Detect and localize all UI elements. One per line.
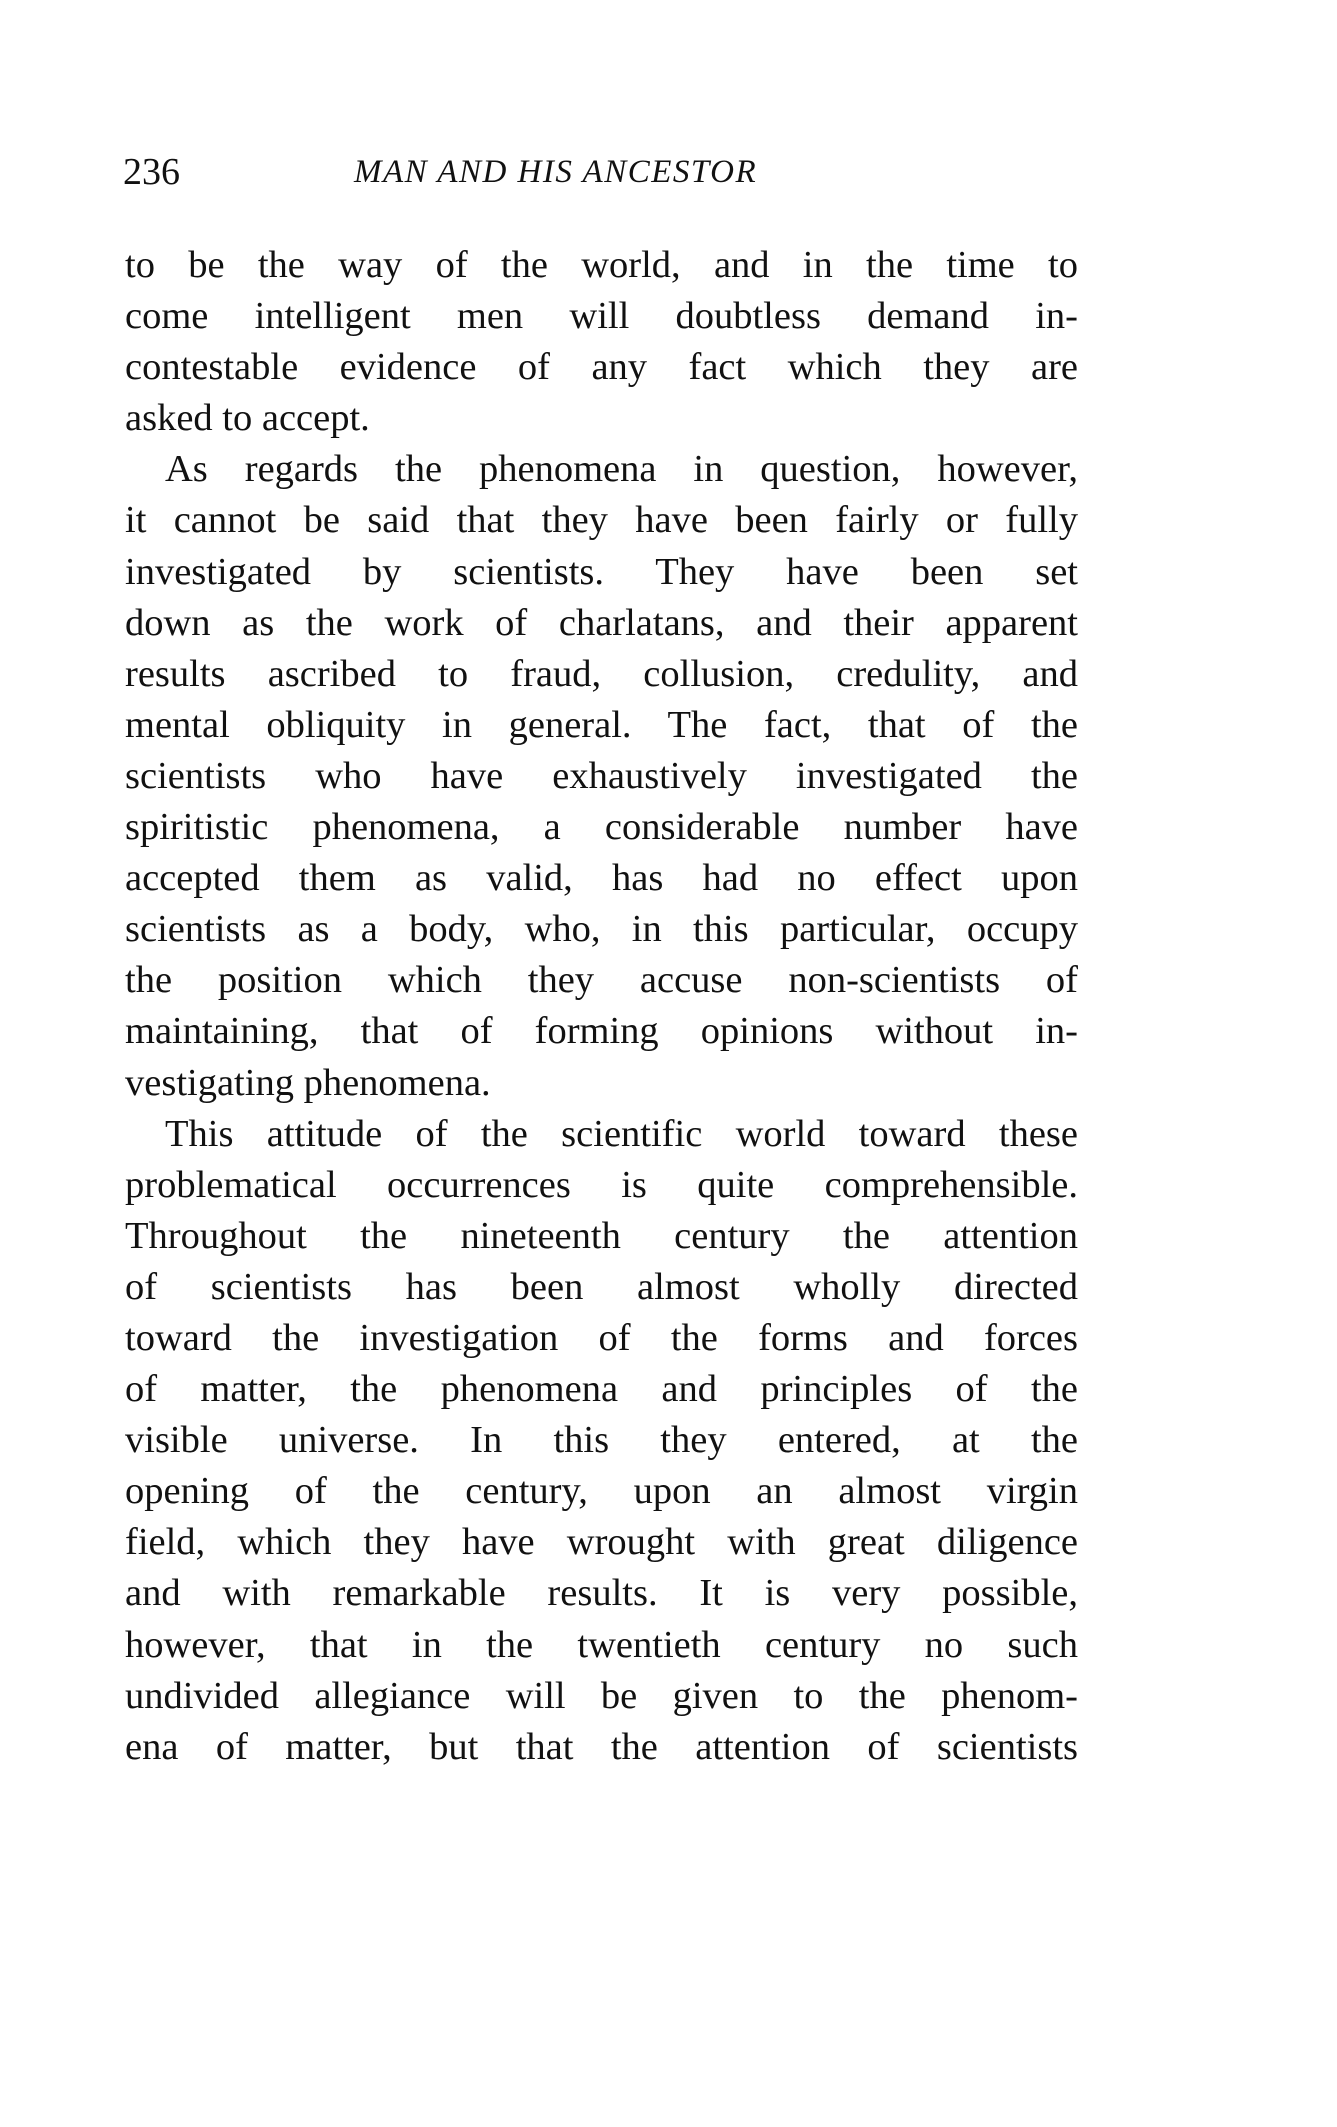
running-title: MAN AND HIS ANCESTOR <box>354 154 758 190</box>
text-line: asked to accept. <box>125 397 370 440</box>
text-line: scientists as a body, who, in this particular, occupy <box>125 908 1078 951</box>
page-number: 236 <box>123 151 180 193</box>
text-line: visible universe. In this they entered, at the <box>125 1419 1078 1462</box>
text-line: Throughout the nineteenth century the attention <box>125 1214 1078 1257</box>
text-line: the position which they accuse non-scientists of <box>125 959 1078 1002</box>
text-line: down as the work of charlatans, and their apparent <box>125 601 1078 644</box>
text-line: however, that in the twentieth century no such <box>125 1623 1078 1666</box>
text-line: field, which they have wrought with great diligence <box>125 1521 1078 1564</box>
text-line: and with remarkable results. It is very possible, <box>125 1572 1078 1615</box>
text-line: of scientists has been almost wholly directed <box>125 1265 1078 1308</box>
text-line: opening of the century, upon an almost virgin <box>125 1470 1078 1513</box>
text-line: come intelligent men will doubtless demand in- <box>125 295 1078 338</box>
text-line: contestable evidence of any fact which they are <box>125 346 1078 389</box>
text-line: to be the way of the world, and in the time to <box>125 244 1078 286</box>
text-line: toward the investigation of the forms and forces <box>125 1316 1078 1359</box>
text-line: investigated by scientists. They have been set <box>125 550 1078 593</box>
text-line: maintaining, that of forming opinions without in- <box>125 1010 1078 1053</box>
text-line: vestigating phenomena. <box>125 1061 491 1104</box>
text-line: As regards the phenomena in question, however, <box>165 448 1078 491</box>
text-line: problematical occurrences is quite comprehensible. <box>125 1163 1078 1206</box>
text-line: This attitude of the scientific world toward these <box>165 1112 1078 1155</box>
text-line: spiritistic phenomena, a considerable number have <box>125 806 1078 849</box>
text-line: ena of matter, but that the attention of scientists <box>125 1725 1078 1768</box>
text-line: accepted them as valid, has had no effect upon <box>125 857 1078 900</box>
text-line: it cannot be said that they have been fairly or fully <box>125 499 1078 542</box>
running-head <box>123 150 1078 194</box>
body-text <box>125 240 1078 1773</box>
text-line: results ascribed to fraud, collusion, credulity, and <box>125 652 1078 695</box>
text-line: undivided allegiance will be given to the phenom- <box>125 1674 1078 1717</box>
text-line: mental obliquity in general. The fact, that of the <box>125 703 1078 746</box>
text-line: scientists who have exhaustively investigated the <box>125 754 1078 797</box>
text-line: of matter, the phenomena and principles of the <box>125 1368 1078 1411</box>
